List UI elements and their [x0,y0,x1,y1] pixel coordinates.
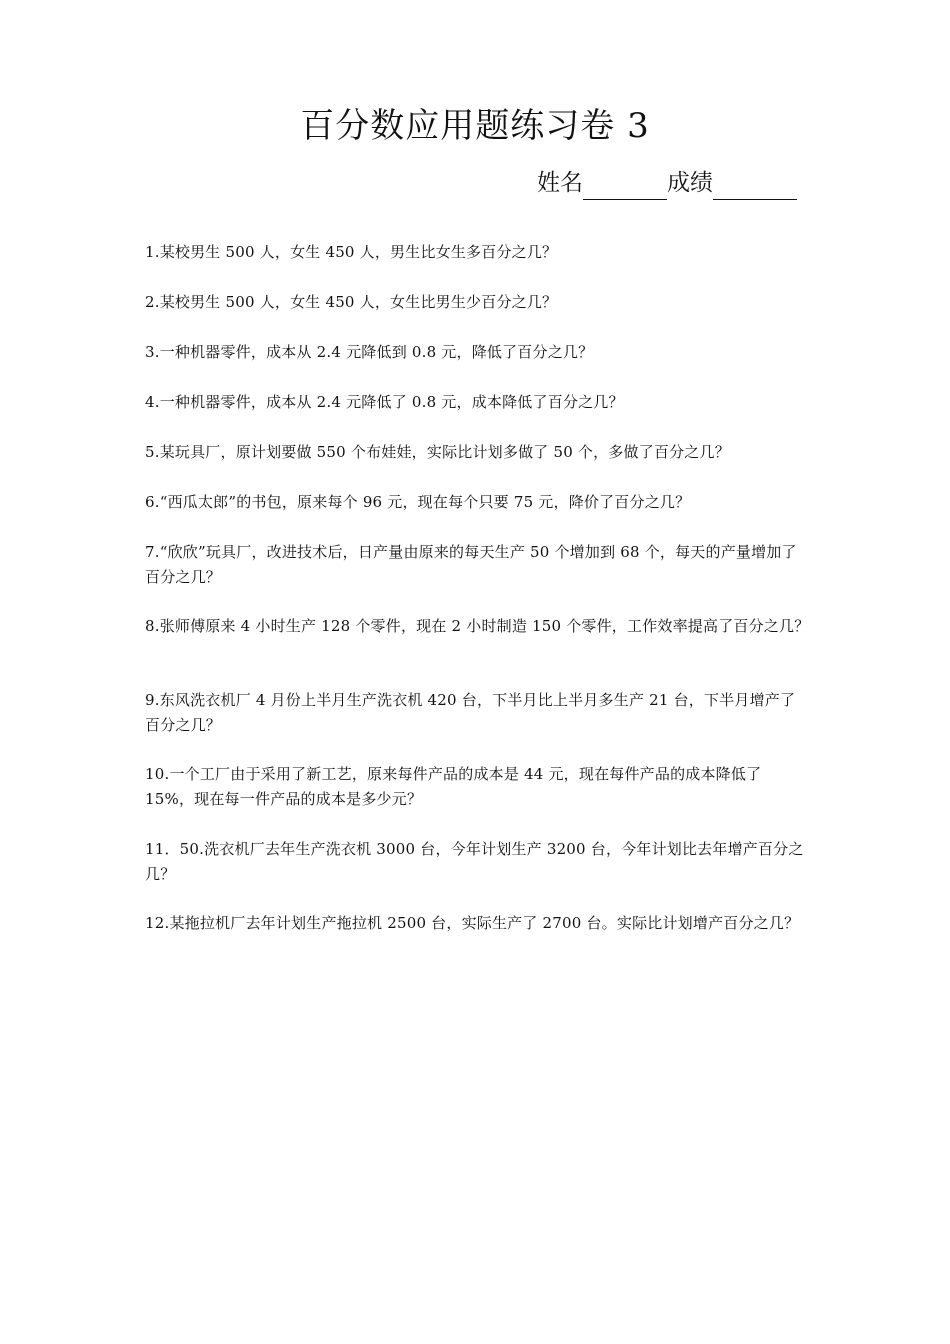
question-6: 6.“西瓜太郎”的书包，原来每个 96 元，现在每个只要 75 元，降价了百分之几？ [145,493,691,511]
question-2: 2.某校男生 500 人，女生 450 人，女生比男生少百分之几？ [145,293,558,311]
student-info-line [537,166,797,200]
page-title: 百分数应用题练习卷 3 [300,106,650,146]
question-9: 9.东风洗衣机厂 4 月份上半月生产洗衣机 420 台，下半月比上半月多生产 21 台，下半月增产了百分之几？ [145,691,796,734]
question-11: 11．50.洗衣机厂去年生产洗衣机 3000 台，今年计划生产 3200 台，今年计划比去年增产百分之几？ [145,840,804,883]
name-blank[interactable] [583,169,667,200]
score-blank[interactable] [713,169,797,200]
score-label: 成绩 [667,170,713,196]
question-12: 12.某拖拉机厂去年计划生产拖拉机 2500 台，实际生产了 2700 台。实际比计划增产百分之几？ [145,914,800,932]
question-8: 8.张师傅原来 4 小时生产 128 个零件，现在 2 小时制造 150 个零件，工作效率提高了百分之几？ [145,617,810,635]
question-1: 1.某校男生 500 人，女生 450 人，男生比女生多百分之几？ [145,243,558,261]
question-5: 5.某玩具厂，原计划要做 550 个布娃娃，实际比计划多做了 50 个，多做了百分之几？ [145,443,730,461]
question-7: 7.“欣欣”玩具厂，改进技术后，日产量由原来的每天生产 50 个增加到 68 个，每天的产量增加了百分之几？ [145,543,797,586]
question-4: 4.一种机器零件，成本从 2.4 元降低了 0.8 元，成本降低了百分之几？ [145,393,624,411]
question-10: 10.一个工厂由于采用了新工艺，原来每件产品的成本是 44 元，现在每件产品的成本降低了 15%，现在每一件产品的成本是多少元？ [145,765,762,808]
name-label: 姓名 [537,170,583,196]
question-3: 3.一种机器零件，成本从 2.4 元降低到 0.8 元，降低了百分之几？ [145,343,594,361]
